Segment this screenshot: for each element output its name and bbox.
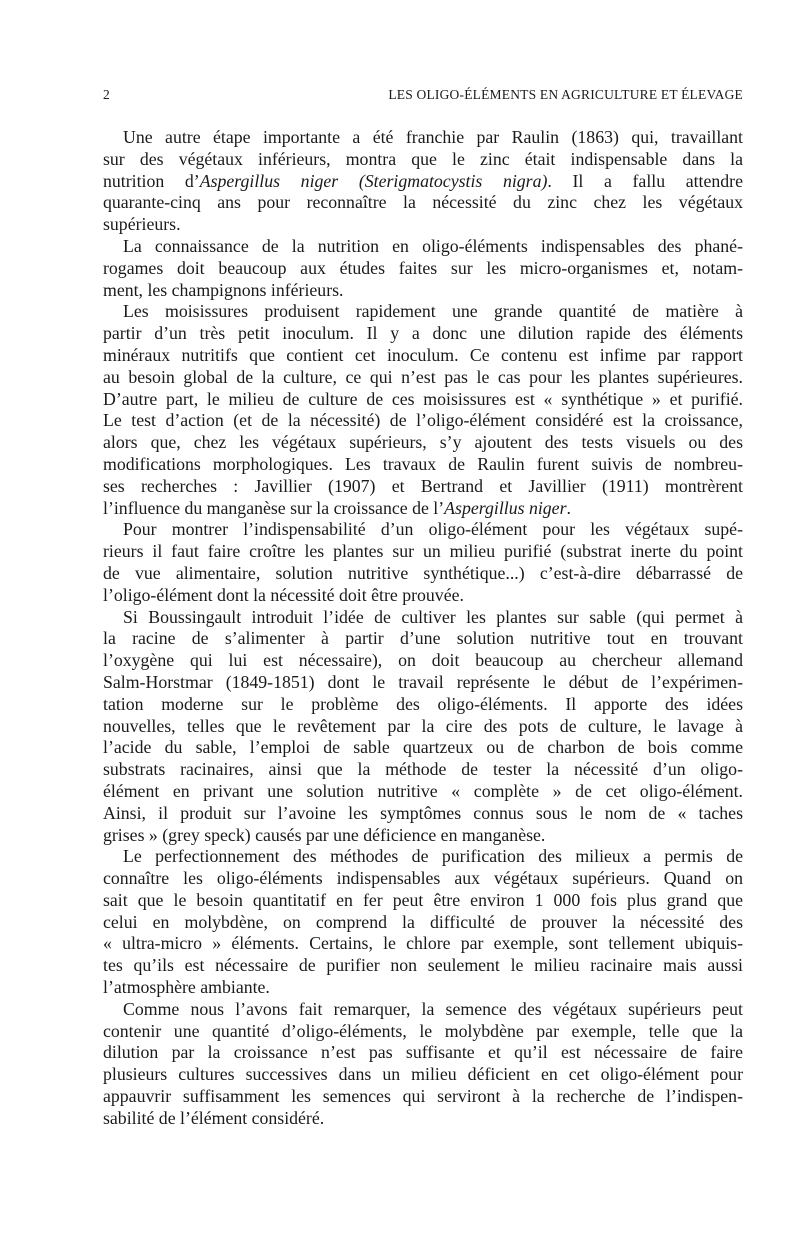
- text-line: Salm-Horstmar (1849-1851) dont le travail représente le début de l’expérimen-: [103, 671, 743, 692]
- text-line: connaître les oligo-éléments indispensables aux végétaux supérieurs. Quand on: [103, 868, 743, 889]
- text-line: ment, les champignons inférieurs.: [103, 279, 344, 300]
- page-number: 2: [103, 87, 110, 102]
- running-title: LES OLIGO-ÉLÉMENTS EN AGRICULTURE ET ÉLEVAGE: [388, 87, 743, 102]
- text-line: sur des végétaux inférieurs, montra que le zinc était indispensable dans la: [103, 148, 743, 169]
- text-line: rogames doit beaucoup aux études faites sur les micro-organismes et, notam-: [103, 257, 743, 278]
- text-line: Si Boussingault introduit l’idée de cultiver les plantes sur sable (qui permet à: [123, 606, 743, 627]
- text-line: tation moderne sur le problème des oligo-éléments. Il apporte des idées: [103, 693, 743, 714]
- text-line: minéraux nutritifs que contient cet inoculum. Ce contenu est infime par rapport: [103, 344, 743, 365]
- text-line: « ultra-micro » éléments. Certains, le chlore par exemple, sont tellement ubiquis-: [103, 933, 743, 954]
- italic-species-name: Aspergillus niger (Sterigmatocystis nigra): [199, 170, 548, 191]
- text-line: au besoin global de la culture, ce qui n’est pas le cas pour les plantes supérieures.: [103, 366, 743, 387]
- text-line: Le perfectionnement des méthodes de purification des milieux a permis de: [123, 846, 743, 867]
- text-line: Ainsi, il produit sur l’avoine les symptômes connus sous le nom de « taches: [103, 802, 743, 823]
- text-line: nouvelles, telles que le revêtement par la cire des pots de culture, le lavage à: [103, 715, 743, 736]
- body-text: [103, 127, 743, 1130]
- text-line: supérieurs.: [103, 214, 181, 235]
- text-line: Une autre étape importante a été franchie par Raulin (1863) qui, travaillant: [123, 127, 743, 147]
- text-line: grises » (grey speck) causés par une déficience en manganèse.: [103, 824, 546, 845]
- text-line: la racine de s’alimenter à partir d’une solution nutritive tout en trouvant: [103, 628, 743, 649]
- text-line: substrats racinaires, ainsi que la méthode de tester la nécessité d’un oligo-: [103, 759, 743, 780]
- text-line: Comme nous l’avons fait remarquer, la semence des végétaux supérieurs peut: [123, 998, 743, 1019]
- paragraph: [103, 607, 743, 847]
- text-line: contenir une quantité d’oligo-éléments, le molybdène par exemple, telle que la: [103, 1020, 743, 1041]
- paragraph: [103, 301, 743, 519]
- text-line: plusieurs cultures successives dans un milieu déficient en cet oligo-élément pour: [103, 1064, 743, 1085]
- text-line: l’oxygène qui lui est nécessaire), on doit beaucoup au chercheur allemand: [103, 650, 743, 671]
- text-line: l’influence du manganèse sur la croissance de l’Aspergillus niger.: [103, 497, 571, 518]
- italic-species-name: Aspergillus niger: [444, 497, 567, 518]
- text-line: nutrition d’Aspergillus niger (Sterigmatocystis nigra). Il a fallu attendre: [103, 170, 743, 191]
- text-line: ses recherches : Javillier (1907) et Bertrand et Javillier (1911) montrèrent: [103, 475, 743, 496]
- running-head: [103, 87, 743, 105]
- text-line: dilution par la croissance n’est pas suffisante et qu’il est nécessaire de faire: [103, 1042, 743, 1063]
- text-line: de vue alimentaire, solution nutritive synthétique...) c’est-à-dire débarrassé de: [103, 562, 743, 583]
- text-line: Le test d’action (et de la nécessité) de l’oligo-élément considéré est la croissance,: [103, 410, 743, 431]
- text-line: sait que le besoin quantitatif en fer peut être environ 1 000 fois plus grand que: [103, 889, 743, 910]
- text-line: partir d’un très petit inoculum. Il y a donc une dilution rapide des éléments: [103, 323, 743, 344]
- text-line: celui en molybdène, on comprend la difficulté de prouver la nécessité des: [103, 911, 743, 932]
- text-line: modifications morphologiques. Les travaux de Raulin furent suivis de nombreu-: [103, 453, 743, 474]
- text-line: appauvrir suffisamment les semences qui serviront à la recherche de l’indispen-: [103, 1086, 743, 1107]
- paragraph: [103, 236, 743, 301]
- text-line: alors que, chez les végétaux supérieurs, s’y ajoutent des tests visuels ou des: [103, 432, 743, 453]
- paragraph: [103, 127, 743, 236]
- text-line: D’autre part, le milieu de culture de ces moisissures est « synthétique » et purifié.: [103, 388, 743, 409]
- text-line: La connaissance de la nutrition en oligo-éléments indispensables des phané-: [123, 235, 743, 256]
- text-line: Pour montrer l’indispensabilité d’un oligo-élément pour les végétaux supé-: [123, 519, 743, 540]
- paragraph: [103, 519, 743, 606]
- text-line: tes qu’ils est nécessaire de purifier non seulement le milieu racinaire mais aussi: [103, 955, 743, 976]
- paragraph: [103, 846, 743, 999]
- text-line: l’atmosphère ambiante.: [103, 977, 270, 998]
- text-line: l’oligo-élément dont la nécessité doit être prouvée.: [103, 584, 464, 605]
- text-line: l’acide du sable, l’emploi de sable quartzeux ou de charbon de bois comme: [103, 737, 743, 758]
- text-line: sabilité de l’élément considéré.: [103, 1107, 325, 1128]
- text-line: quarante-cinq ans pour reconnaître la nécessité du zinc chez les végétaux: [103, 192, 743, 213]
- paragraph: [103, 999, 743, 1130]
- text-line: rieurs il faut faire croître les plantes sur un milieu purifié (substrat inerte du point: [103, 541, 743, 562]
- text-line: élément en privant une solution nutritive « complète » de cet oligo-élément.: [103, 780, 743, 801]
- text-line: Les moisissures produisent rapidement une grande quantité de matière à: [123, 301, 743, 322]
